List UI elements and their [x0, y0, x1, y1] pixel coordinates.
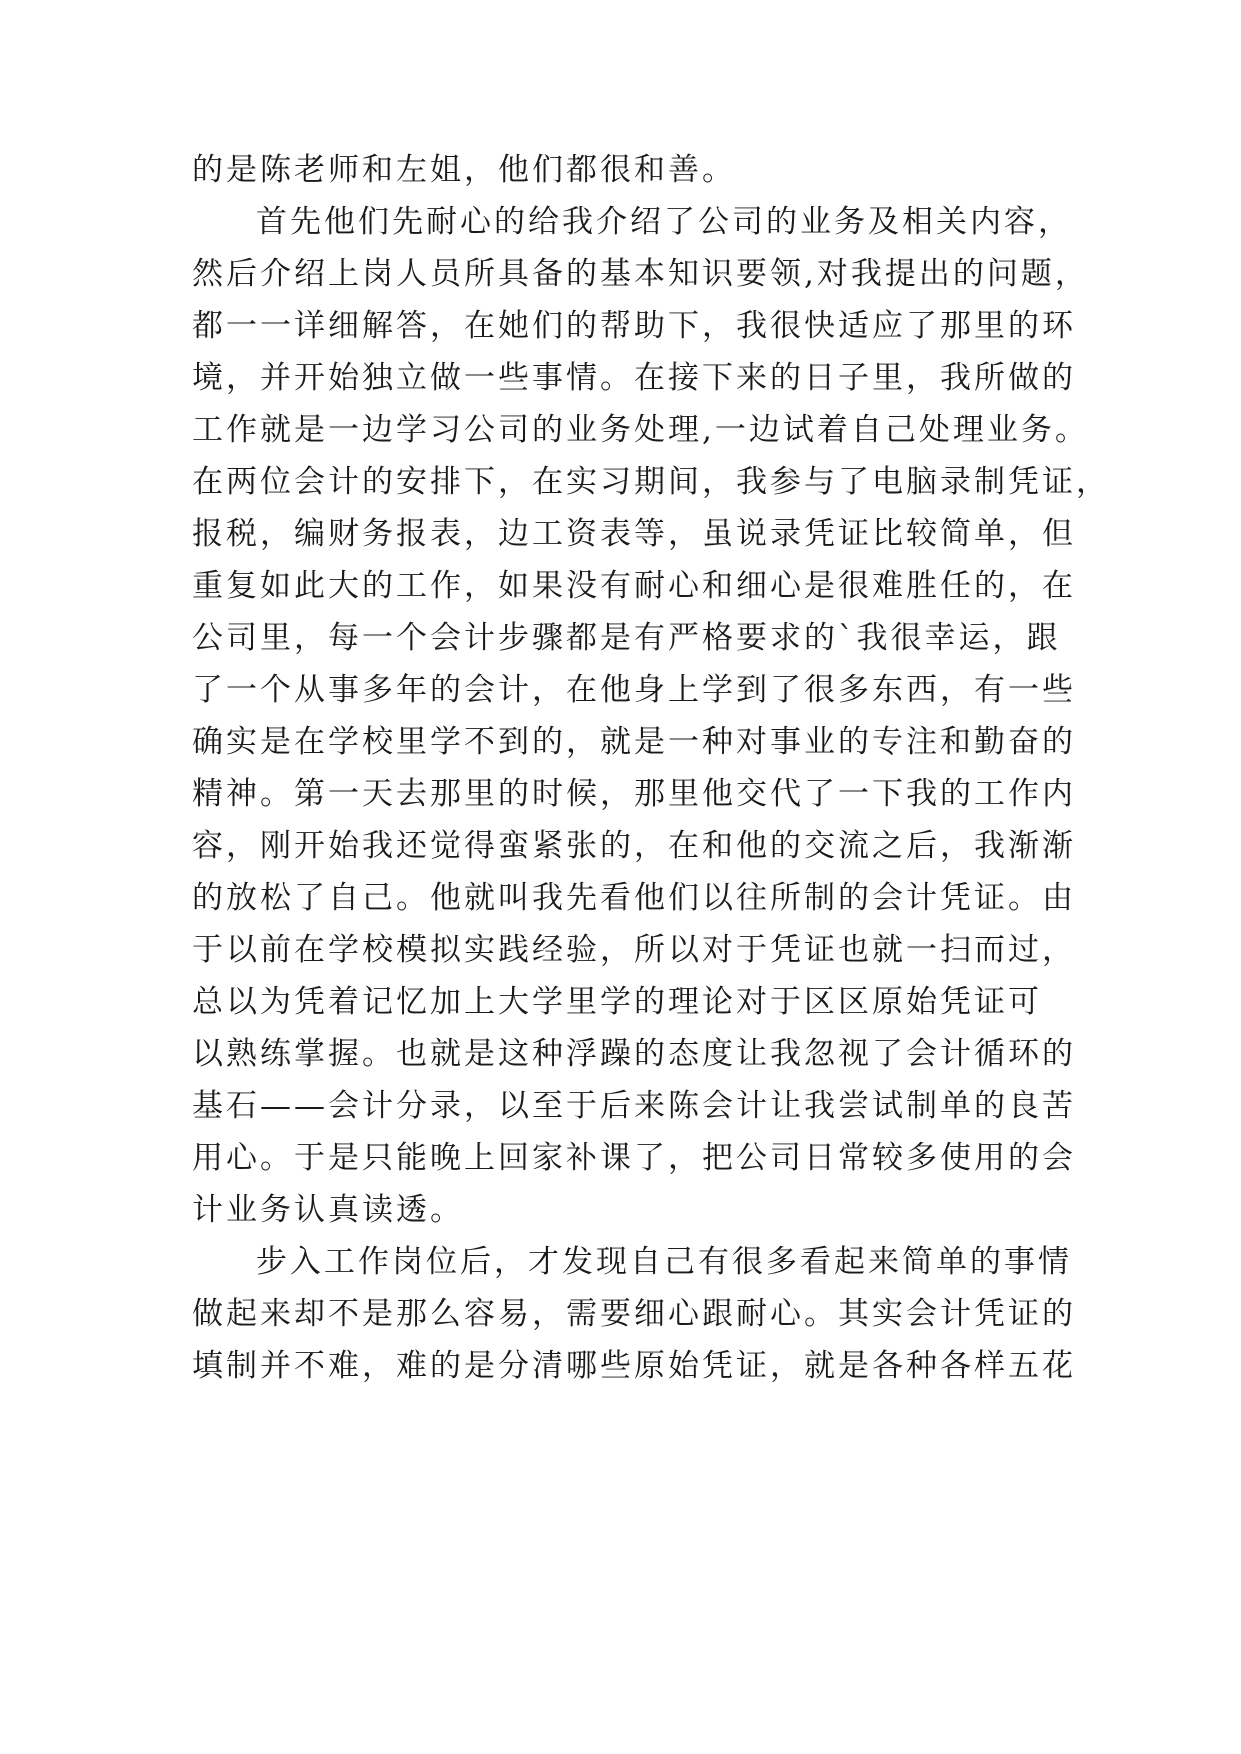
text-line: 确实是在学校里学不到的，就是一种对事业的专注和勤奋的 — [192, 724, 1076, 760]
text-line: 工作就是一边学习公司的业务处理,一边试着自己处理业务。 — [192, 412, 1089, 448]
paragraph-first-line: 步入工作岗位后，才发现自己有很多看起来简单的事情 — [256, 1244, 1072, 1280]
text-line: 然后介绍上岗人员所具备的基本知识要领,对我提出的问题， — [192, 256, 1089, 292]
text-line: 总以为凭着记忆加上大学里学的理论对于区区原始凭证可 — [192, 984, 1042, 1020]
text-line: 境，并开始独立做一些事情。在接下来的日子里，我所做的 — [192, 360, 1076, 396]
text-line: 重复如此大的工作，如果没有耐心和细心是很难胜任的，在 — [192, 568, 1076, 604]
text-line: 容，刚开始我还觉得蛮紧张的，在和他的交流之后，我渐渐 — [192, 828, 1076, 864]
text-line: 了一个从事多年的会计，在他身上学到了很多东西，有一些 — [192, 672, 1076, 708]
text-line: 报税，编财务报表，边工资表等，虽说录凭证比较简单，但 — [192, 516, 1076, 552]
text-line: 做起来却不是那么容易，需要细心跟耐心。其实会计凭证的 — [192, 1296, 1076, 1332]
text-line: 于以前在学校模拟实践经验，所以对于凭证也就一扫而过， — [192, 932, 1076, 968]
text-line: 计业务认真读透。 — [192, 1192, 464, 1228]
text-line: 都一一详细解答，在她们的帮助下，我很快适应了那里的环 — [192, 308, 1076, 344]
text-line: 用心。于是只能晚上回家补课了，把公司日常较多使用的会 — [192, 1140, 1076, 1176]
text-line: 以熟练掌握。也就是这种浮躁的态度让我忽视了会计循环的 — [192, 1036, 1076, 1072]
paragraph-first-line: 首先他们先耐心的给我介绍了公司的业务及相关内容， — [256, 204, 1072, 240]
text-line: 的是陈老师和左姐，他们都很和善。 — [192, 152, 736, 188]
text-line: 精神。第一天去那里的时候，那里他交代了一下我的工作内 — [192, 776, 1076, 812]
text-line: 在两位会计的安排下，在实习期间，我参与了电脑录制凭证， — [192, 464, 1110, 500]
text-line: 填制并不难，难的是分清哪些原始凭证，就是各种各样五花 — [192, 1348, 1076, 1384]
text-line: 的放松了自己。他就叫我先看他们以往所制的会计凭证。由 — [192, 880, 1076, 916]
text-line: 公司里，每一个会计步骤都是有严格要求的`我很幸运，跟 — [192, 620, 1061, 656]
text-line: 基石——会计分录，以至于后来陈会计让我尝试制单的良苦 — [192, 1088, 1076, 1124]
